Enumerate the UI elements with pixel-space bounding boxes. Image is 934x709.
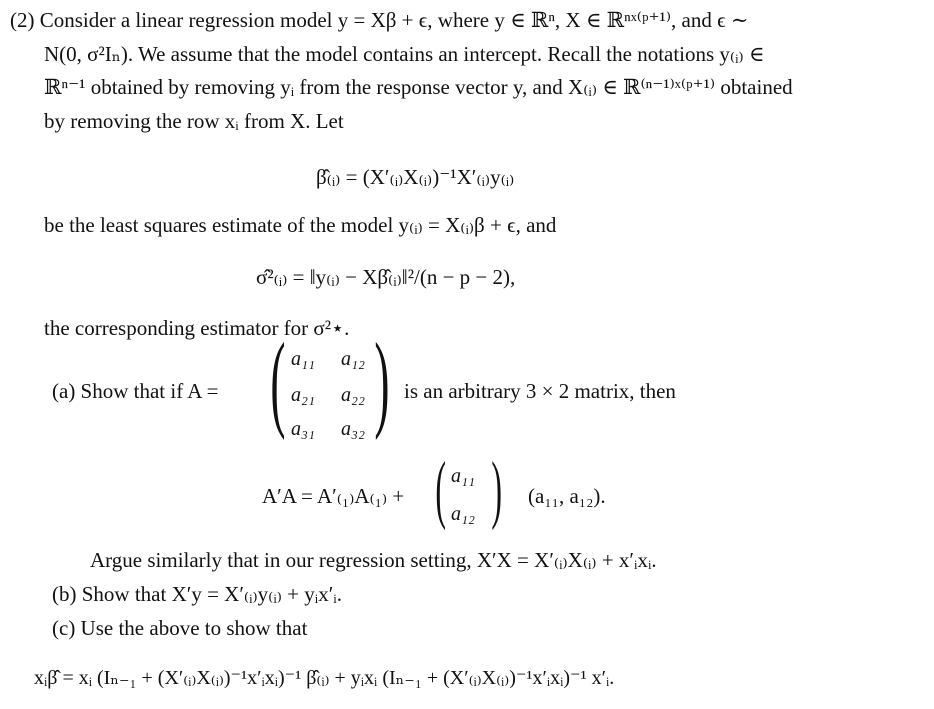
part-b-text: (b) Show that X′y = X′₍ᵢ₎y₍ᵢ₎ + yᵢx′ᵢ. [52,582,342,606]
equation-final: xᵢβ̂ = xᵢ (Iₙ₋₁ + (X′₍ᵢ₎X₍ᵢ₎)⁻¹x′ᵢxᵢ)⁻¹ β̂₍ᵢ₎ + yᵢxᵢ (Iₙ₋₁ + (X′₍ᵢ₎X₍ᵢ₎)⁻¹x′ᵢxᵢ)⁻¹ x′ᵢ. [34,667,615,689]
vector-cell: a₁₁ [451,465,475,487]
matrix-cell: a₁₁ [291,348,315,370]
matrix-cell: a₂₁ [291,384,315,406]
problem-intro-line-1: (2) Consider a linear regression model y = Xβ + ϵ, where y ∈ ℝⁿ, X ∈ ℝⁿˣ⁽ᵖ⁺¹⁾, and ϵ ∼ [10,8,749,32]
matrix-right-paren: ) [374,322,390,441]
matrix-A [258,322,408,441]
vector-cell: a₁₂ [451,503,475,525]
vector-a1 [435,447,520,533]
part-c-text: (c) Use the above to show that [52,616,308,640]
problem-intro-line-2: N(0, σ²Iₙ). We assume that the model contains an intercept. Recall the notations y₍ᵢ₎ ∈ [44,42,765,66]
vector-left-paren: ( [435,447,446,531]
problem-intro-line-3: ℝⁿ⁻¹ obtained by removing yᵢ from the response vector y, and X₍ᵢ₎ ∈ ℝ⁽ⁿ⁻¹⁾ˣ⁽ᵖ⁺¹⁾ obtained [44,75,793,99]
problem-intro-line-4: by removing the row xᵢ from X. Let [44,109,344,133]
equation-beta-hat-i: β̂₍ᵢ₎ = (X′₍ᵢ₎X₍ᵢ₎)⁻¹X′₍ᵢ₎y₍ᵢ₎ [316,165,515,189]
matrix-cell: a₁₂ [341,348,365,370]
equation-AprimeA-rhs: (a₁₁, a₁₂). [528,484,606,508]
part-a-lead: (a) Show that if A = [52,379,219,403]
matrix-left-paren: ( [270,322,286,441]
equation-AprimeA-lhs: A′A = A′₍₁₎A₍₁₎ + [262,484,405,508]
problem-text-line-6: the corresponding estimator for σ²⋆. [44,316,350,340]
part-a-argue: Argue similarly that in our regression setting, X′X = X′₍ᵢ₎X₍ᵢ₎ + x′ᵢxᵢ. [90,548,657,572]
part-a-trail: is an arbitrary 3 × 2 matrix, then [404,379,676,403]
vector-right-paren: ) [491,447,502,531]
matrix-cell: a₃₂ [341,418,365,440]
matrix-cell: a₂₂ [341,384,365,406]
problem-text-line-5: be the least squares estimate of the model y₍ᵢ₎ = X₍ᵢ₎β + ϵ, and [44,213,557,237]
equation-sigma-hat-i: σ̂²₍ᵢ₎ = ‖y₍ᵢ₎ − Xβ̂₍ᵢ₎‖²/(n − p − 2), [256,265,516,289]
matrix-cell: a₃₁ [291,418,315,440]
